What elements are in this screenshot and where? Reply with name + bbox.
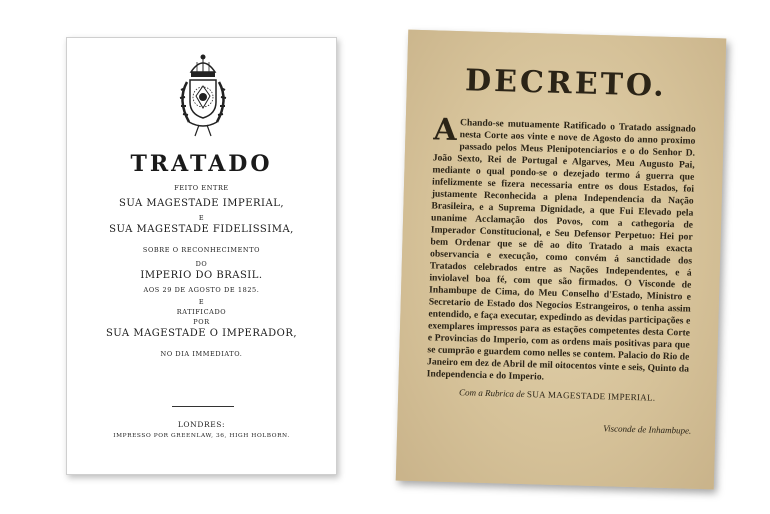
- decreto-title: DECRETO.: [464, 63, 668, 104]
- drop-cap: A: [433, 112, 458, 149]
- ratification-day: NO DIA IMMEDIATO.: [160, 350, 243, 358]
- imperial-crest-icon: [173, 50, 233, 140]
- signature: Visconde de Inhambupe.: [603, 423, 692, 436]
- party-two: SUA MAGESTADE FIDELISSIMA,: [109, 224, 294, 235]
- ratified-label: RATIFICADO: [176, 308, 227, 316]
- treaty-date: AOS 29 DE AGOSTO DE 1825.: [143, 286, 260, 294]
- emperor-line: SUA MAGESTADE O IMPERADOR,: [105, 328, 298, 339]
- printer-imprint: IMPRESSO POR GREENLAW, 36, HIGH HOLBORN.: [113, 433, 290, 439]
- party-one: SUA MAGESTADE IMPERIAL,: [118, 198, 285, 209]
- decreto-page: [396, 30, 726, 490]
- rubrica-prefix: Com a Rubrica de: [458, 387, 525, 400]
- tratado-title-page: [66, 37, 337, 475]
- divider: [172, 406, 234, 407]
- subject-line-two: DO: [195, 260, 208, 268]
- rubrica-name: SUA MAGESTADE IMPERIAL.: [526, 389, 656, 403]
- subject-line-three: IMPERIO DO BRASIL.: [140, 270, 263, 281]
- decreto-body: [426, 112, 696, 387]
- subject-line-one: SOBRE O RECONHECIMENTO: [142, 246, 261, 254]
- city-imprint: LONDRES:: [177, 420, 226, 429]
- conjunction: E: [198, 214, 205, 222]
- by-label: POR: [193, 318, 210, 326]
- document-title: TRATADO: [130, 151, 273, 177]
- decreto-body-text: Chando-se mutuamente Ratificado o Tratado assignado nesta Corte aos vinte e nove de Agosto do anno proximo passado pelos Meus Plenipotenciarios e o do Senhor D. João Sexto, Rei de Portugal e Algarves, Meu Augusto Pai, mediante o qual pondo-se o dezejado termo á guerra que infelizmente se fizera necessaria entre os dous Estados, foi justamente Reconhecida a plena Independencia da Nação Brasileira, e a Suprema Dignidade, a que Fui Elevado pela unanime Acclamação dos Povos, com a cathegoria de Imperador Constitucional, e Seu Defensor Perpetuo: Hei por bem Ordenar que se dê ao dito Tratado a mais exacta observancia e execução, como convém á sanctidade dos Tratados celebrados entre as Nações Independentes, e á inviolavel boa fé, com que são firmados. O Visconde de Inhambupe de Cima, do Meu Conselho d'Estado, Ministro e Secretario de Estado dos Negocios Estrangeiros, o tenha assim entendido, e faça executar, expedindo as devidas participações e exemplares impressos para as estações competentes desta Corte e Provincias do Imperio, com as ordens mais positivas para que se cumprão e guardem como nelles se contem. Palacio do Rio de Janeiro em dez de Abril de mil oitocentos vinte e seis, Quinto da Independencia e do Imperio.: [426, 117, 696, 383]
- line-feito-entre: FEITO ENTRE: [174, 184, 229, 192]
- rubrica-line: [398, 386, 716, 405]
- conjunction-two: E: [198, 298, 205, 306]
- decreto-wrapper: [396, 30, 726, 490]
